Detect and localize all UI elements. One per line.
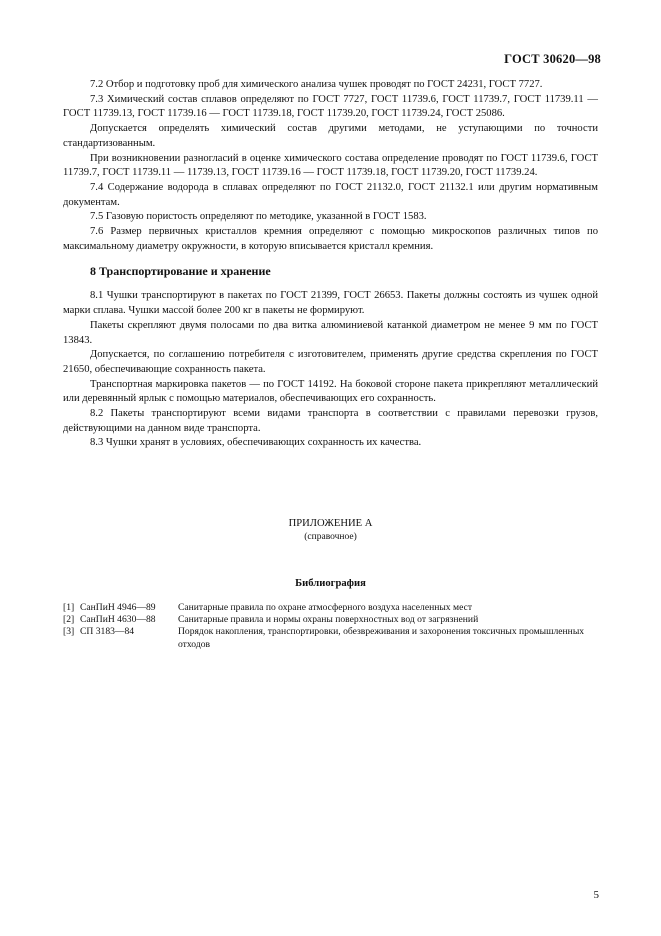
bibliography-title: Библиография: [295, 578, 366, 589]
paragraph: При возникновении разногласий в оценке химического состава определение проводят по ГОСТ 11739.6, ГОСТ 11739.7, ГОСТ 11739.11 — 11739.13, ГОСТ 11739.16 — ГОСТ 11739.18, ГОСТ 11739.20, ГОСТ 11739.24.: [63, 152, 598, 179]
bibliography-text: Санитарные правила и нормы охраны поверхностных вод от загрязнений: [178, 614, 479, 626]
paragraph-8-2: 8.2 Пакеты транспортируют всеми видами транспорта в соответствии с правилами перевозки грузов, действующими на данном виде транспорта.: [63, 408, 598, 434]
appendix-heading: [0, 518, 661, 543]
paragraph: Допускается определять химический состав другими методами, не уступающими по точности стандартизованным.: [63, 123, 598, 149]
bibliography-item: [63, 614, 598, 626]
paragraph-8-1: 8.1 Чушки транспортируют в пакетах по ГОСТ 21399, ГОСТ 26653. Пакеты должны состоять из чушек одной марки сплава. Чушки массой более 200 кг в пакеты не формируют.: [63, 290, 598, 317]
section-heading: 8 Транспортирование и хранение: [90, 264, 271, 279]
bibliography-number: [1]: [63, 602, 75, 613]
paragraph-7-5: 7.5 Газовую пористость определяют по методике, указанной в ГОСТ 1583.: [90, 211, 427, 223]
paragraph: Транспортная маркировка пакетов — по ГОСТ 14192. На боковой стороне пакета прикрепляют металлический или деревянный ярлык с помощью материалов, обеспечивающих его сохранность.: [63, 378, 598, 405]
bibliography-code: СанПиН 4946—89: [80, 602, 156, 613]
paragraph-7-6: 7.6 Размер первичных кристаллов кремния определяют с помощью микроскопов различных типов по максимальному диаметру окружности, в которую вписывается кристалл кремния.: [63, 226, 598, 252]
bibliography-number: [3]: [63, 626, 75, 638]
paragraph-8-3: 8.3 Чушки хранят в условиях, обеспечивающих сохранность их качества.: [90, 437, 422, 449]
paragraph: Пакеты скрепляют двумя полосами по два витка алюминиевой катанкой диаметром не менее 9 мм по ГОСТ 13843.: [63, 319, 598, 346]
paragraph-7-2: 7.2 Отбор и подготовку проб для химического анализа чушек проводят по ГОСТ 24231, ГОСТ 7727.: [90, 79, 543, 90]
appendix-subtitle: (справочное): [304, 531, 357, 542]
bibliography-list: [63, 602, 598, 651]
bibliography-code: СП 3183—84: [80, 626, 135, 638]
bibliography-item: [63, 626, 598, 650]
paragraph: Допускается, по соглашению потребителя с изготовителем, применять другие средства скрепления по ГОСТ 21650, обеспечивающие сохранность пакета.: [63, 349, 598, 375]
bibliography-text: Санитарные правила по охране атмосферного воздуха населенных мест: [178, 602, 473, 613]
appendix-title: ПРИЛОЖЕНИЕ А: [288, 518, 373, 529]
bibliography-code: СанПиН 4630—88: [80, 614, 156, 626]
page-number: 5: [593, 889, 599, 901]
bibliography-text: Порядок накопления, транспортировки, обезвреживания и захоронения токсичных промышленных отходов: [178, 626, 585, 650]
paragraph-7-4: 7.4 Содержание водорода в сплавах определяют по ГОСТ 21132.0, ГОСТ 21132.1 или другим нормативным документам.: [63, 181, 598, 208]
paragraph-7-3: 7.3 Химический состав сплавов определяют по ГОСТ 7727, ГОСТ 11739.6, ГОСТ 11739.7, ГОСТ 11739.11 — ГОСТ 11739.13, ГОСТ 11739.16 — ГОСТ 11739.18, ГОСТ 11739.20, ГОСТ 11739.24, ГОСТ 25086.: [63, 93, 598, 120]
document-header: ГОСТ 30620—98: [504, 52, 601, 66]
document-body: [63, 78, 598, 451]
bibliography-item: [63, 602, 598, 614]
bibliography-number: [2]: [63, 614, 75, 626]
